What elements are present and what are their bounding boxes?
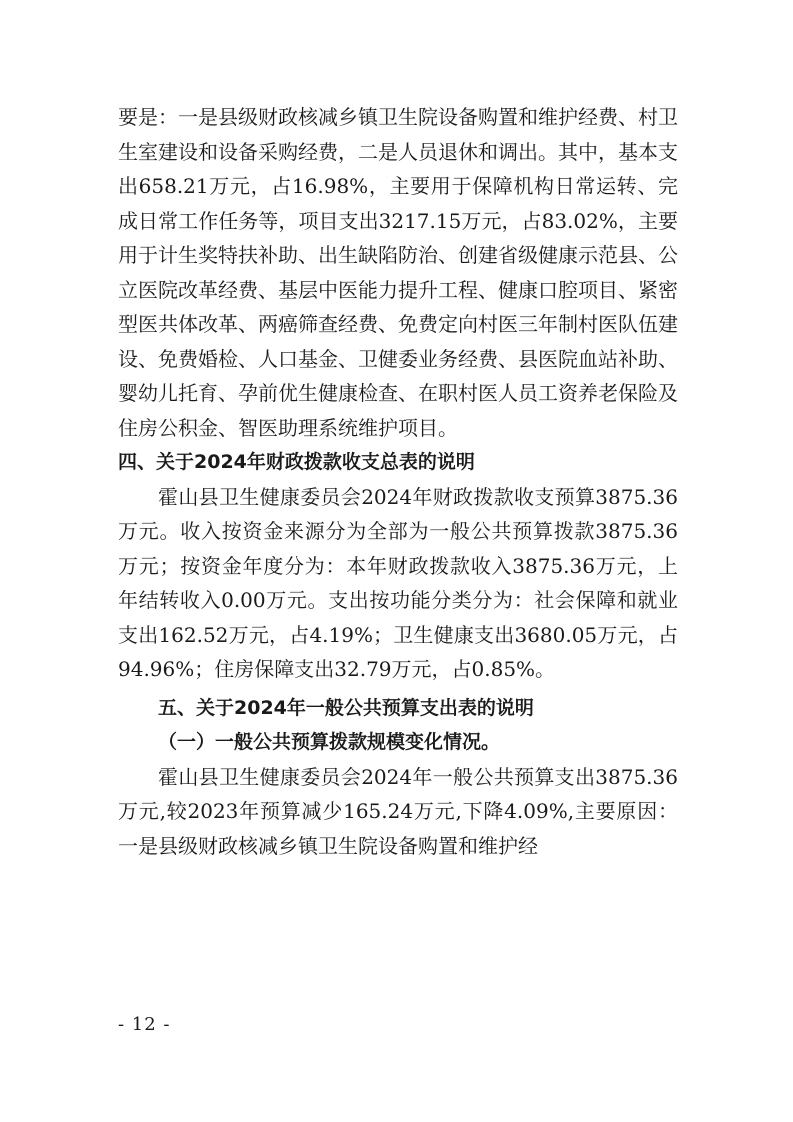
page-number: - 12 - bbox=[118, 1014, 171, 1035]
document-body bbox=[118, 100, 678, 863]
section-heading-4: 四、关于2024年财政拨款收支总表的说明 bbox=[118, 451, 475, 473]
paragraph-basic-and-project-expenditure: 要是：一是县级财政核减乡镇卫生院设备购置和维护经费、村卫生室建设和设备采购经费，二是人员退休和调出。其中，基本支出658.21万元，占16.98%，主要用于保障机构日常运转、完成日常工作任务等，项目支出3217.15万元，占83.02%，主要用于计生奖特扶补助、出生缺陷防治、创建省级健康示范县、公立医院改革经费、基层中医能力提升工程、健康口腔项目、紧密型医共体改革、两癌筛查经费、免费定向村医三年制村医队伍建设、免费婚检、人口基金、卫健委业务经费、县医院血站补助、婴幼儿托育、孕前优生健康检查、在职村医人员工资养老保险及住房公积金、智医助理系统维护项目。 bbox=[118, 105, 678, 440]
paragraph-general-budget-change: 霍山县卫生健康委员会2024年一般公共预算支出3875.36万元,较2023年预算减少165.24万元,下降4.09%,主要原因：一是县级财政核减乡镇卫生院设备购置和维护经 bbox=[118, 764, 678, 858]
section-heading-5: 五、关于2024年一般公共预算支出表的说明 bbox=[158, 696, 534, 719]
subsection-heading-5-1: （一）一般公共预算拨款规模变化情况。 bbox=[158, 731, 501, 753]
paragraph-fiscal-appropriation-summary: 霍山县卫生健康委员会2024年财政拨款收支预算3875.36万元。收入按资金来源分为全部为一般公共预算拨款3875.36万元；按资金年度分为：本年财政拨款收入3875.36万元，上年结转收入0.00万元。支出按功能分类分为：社会保障和就业支出162.52万元，占4.19%；卫生健康支出3680.05万元，占94.96%；住房保障支出32.79万元，占0.85%。 bbox=[118, 484, 678, 681]
